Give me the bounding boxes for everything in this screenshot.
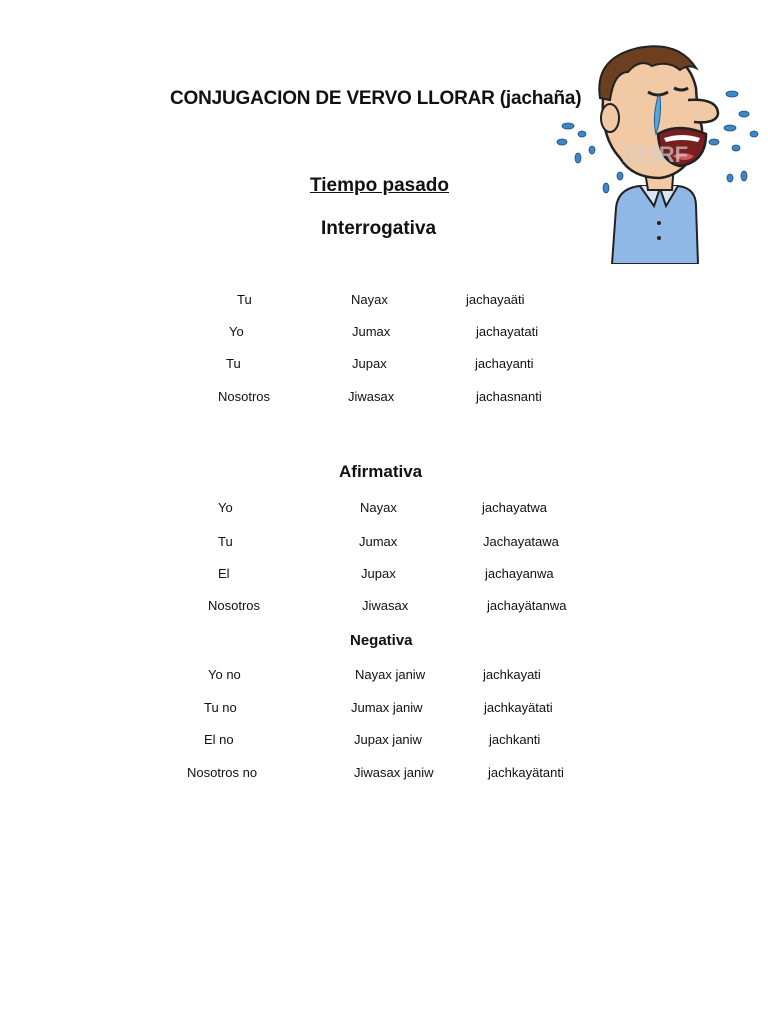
negativa-subject-3: Jupax janiw [354,732,422,747]
document-title: CONJUGACION DE VERVO LLORAR (jachaña) [170,88,582,109]
watermark-text: 123RF [622,142,689,167]
negativa-pronoun-3: El no [204,732,234,747]
negativa-heading: Negativa [350,632,413,649]
afirmativa-heading: Afirmativa [339,462,423,481]
crying-man-illustration [548,38,768,264]
afirmativa-subject-4: Jiwasax [362,598,409,613]
interrogativa-pronoun-3: Tu [226,356,241,371]
interrogativa-pronoun-2: Yo [229,324,244,339]
negativa-subject-2: Jumax janiw [351,700,423,715]
afirmativa-verb-2: Jachayatawa [483,534,559,549]
negativa-pronoun-4: Nosotros no [187,765,258,780]
interrogativa-heading: Interrogativa [321,218,437,239]
afirmativa-subject-1: Nayax [360,500,397,515]
negativa-verb-4: jachkayätanti [488,765,564,780]
afirmativa-subject-3: Jupax [361,566,396,581]
afirmativa-pronoun-1: Yo [218,500,233,515]
interrogativa-subject-4: Jiwasax [348,389,395,404]
negativa-subject-4: Jiwasax janiw [354,765,434,780]
interrogativa-subject-1: Nayax [351,292,388,307]
afirmativa-verb-1: jachayatwa [482,500,548,515]
interrogativa-pronoun-1: Tu [237,292,252,307]
negativa-pronoun-1: Yo no [208,667,241,682]
interrogativa-verb-2: jachayatati [476,324,539,339]
negativa-verb-1: jachkayati [483,667,541,682]
afirmativa-verb-3: jachayanwa [485,566,554,581]
interrogativa-subject-3: Jupax [352,356,387,371]
afirmativa-pronoun-2: Tu [218,534,233,549]
negativa-verb-2: jachkayätati [484,700,553,715]
afirmativa-pronoun-4: Nosotros [208,598,261,613]
negativa-subject-1: Nayax janiw [355,667,426,682]
interrogativa-pronoun-4: Nosotros [218,389,271,404]
afirmativa-subject-2: Jumax [359,534,398,549]
tense-heading: Tiempo pasado [310,175,450,196]
interrogativa-subject-2: Jumax [352,324,391,339]
interrogativa-verb-3: jachayanti [475,356,534,371]
afirmativa-verb-4: jachayätanwa [487,598,567,613]
interrogativa-verb-1: jachayaäti [466,292,525,307]
afirmativa-pronoun-3: El [218,566,230,581]
negativa-verb-3: jachkanti [489,732,541,747]
negativa-pronoun-2: Tu no [204,700,237,715]
interrogativa-verb-4: jachasnanti [476,389,542,404]
